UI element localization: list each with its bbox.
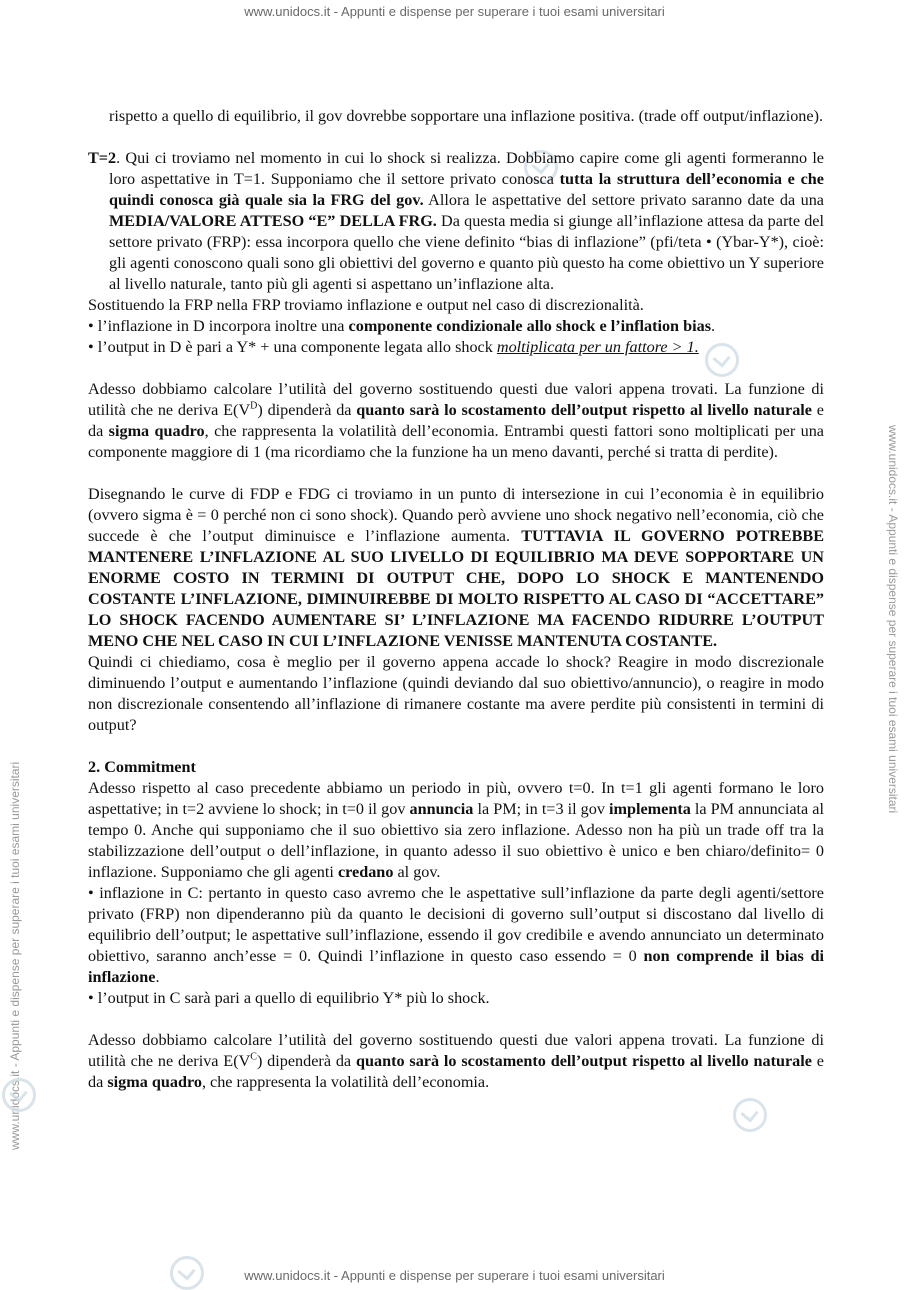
paragraph-question: Quindi ci chiediamo, cosa è meglio per il governo appena accade lo shock? Reagire in modo discrezionale diminuendo l’output e aumentando l’inflazione (quindi deviando dal suo obiettivo/annuncio), o reagire in modo non discrezionale consentendo all’inflazione di rimanere costante ma avere perdite più consistenti in termini di output? — [88, 653, 824, 734]
paragraph-utility-d: Adesso dobbiamo calcolare l’utilità del governo sostituendo questi due valori appena trovati. La funzione di utilità che ne deriva $E(V^D)$ dipenderà da quanto sarà lo scostamento dell’output rispetto al livello naturale e da sigma quadro, che rappresenta la volatilità dell’economia. Entrambi questi fattori sono moltiplicati per una componente maggiore di 1 (ma ricordiamo che la funzione ha un meno davanti, perché si tratta di perdite). — [88, 380, 824, 461]
watermark-logo-icon — [170, 1256, 204, 1290]
watermark-logo-icon — [733, 1098, 767, 1132]
watermark-bottom: www.unidocs.it - Appunti e dispense per superare i tuoi esami universitari — [244, 1268, 665, 1283]
paragraph-t2: T=2. Qui ci troviamo nel momento in cui lo shock si realizza. Dobbiamo capire come gli agenti formeranno le loro aspettative in T=1. Supponiamo che il settore privato conosca tutta la struttura dell’economia e che quindi conosca già quale sia la FRG del gov. Allora le aspettative del settore privato saranno date da una MEDIA/VALORE ATTESO “E” DELLA FRG. Da questa media si giunge all’inflazione attesa da parte del settore privato (FRP): essa incorpora quello che viene definito “bias di inflazione” (pfi/teta • (Ybar-Y*), cioè: gli agenti conoscono quali sono gli obiettivi del governo e quanto più questo ha come obiettivo un Y superiore al livello naturale, tanto più gli agenti si aspettano un’inflazione alta. — [88, 149, 824, 293]
paragraph-trade-off: rispetto a quello di equilibrio, il gov dovrebbe sopportare una inflazione positiva. (trade off output/inflazione). — [109, 107, 824, 125]
watermark-logo-icon — [2, 1078, 36, 1112]
paragraph-curves: Disegnando le curve di FDP e FDG ci troviamo in un punto di intersezione in cui l’economia è in equilibrio (ovvero sigma è = 0 perché non ci sono shock). Quando però avviene uno shock negativo nell’economia, ciò che succede è che l’output diminuisce e l’inflazione aumenta. TUTTAVIA IL GOVERNO POTREBBE MANTENERE L’INFLAZIONE AL SUO LIVELLO DI EQUILIBRIO MA DEVE SOPPORTARE UN ENORME COSTO IN TERMINI DI OUTPUT CHE, DOPO LO SHOCK E MANTENENDO COSTANTE L’INFLAZIONE, DIMINUIREBBE DI MOLTO RISPETTO AL CASO DI “ACCETTARE” LO SHOCK FACENDO AUMENTARE SI’ L’INFLAZIONE MA FACENDO RIDURRE L’OUTPUT MENO CHE NEL CASO IN CUI L’INFLAZIONE VENISSE MANTENUTA COSTANTE. — [88, 485, 824, 650]
paragraph-utility-c: Adesso dobbiamo calcolare l’utilità del governo sostituendo questi due valori appena trovati. La funzione di utilità che ne deriva $E(V^C)$ dipenderà da quanto sarà lo scostamento dell’output rispetto al livello naturale e da sigma quadro, che rappresenta la volatilità dell’economia. — [88, 1031, 824, 1091]
bullet-output-d: • l’output in D è pari a Y* + una componente legata allo shock moltiplicata per un fattore > 1. — [88, 338, 699, 356]
bullet-inflation-c: • inflazione in C: pertanto in questo caso avremo che le aspettative sull’inflazione da parte degli agenti/settore privato (FRP) non dipenderanno più da quanto le decisioni di governo sull’output si discostano dal livello di equilibrio dell’output; le aspettative sull’inflazione, essendo il gov credibile e avendo annunciato un determinato obiettivo, saranno anch’esse = 0. Quindi l’inflazione in questo caso essendo = 0 non comprende il bias di inflazione. — [88, 884, 824, 986]
paragraph-commitment: Adesso rispetto al caso precedente abbiamo un periodo in più, ovvero t=0. In t=1 gli agenti formano le loro aspettative; in t=2 avviene lo shock; in t=0 il gov annuncia la PM; in t=3 il gov implementa la PM annunciata al tempo 0. Anche qui supponiamo che il suo obiettivo sia zero inflazione. Adesso non ha più un trade off tra la stabilizzazione dell’output o dell’inflazione, in quanto adesso il suo obiettivo è unico e ben chiaro/definito= 0 inflazione. Supponiamo che gli agenti credano al gov. — [88, 779, 824, 881]
watermark-top: www.unidocs.it - Appunti e dispense per superare i tuoi esami universitari — [244, 4, 665, 19]
document-body — [88, 106, 824, 1093]
section-heading-commitment: 2. Commitment — [88, 758, 196, 776]
bullet-inflation-d: • l’inflazione in D incorpora inoltre una componente condizionale allo shock e l’inflation bias. — [88, 317, 716, 335]
watermark-right: www.unidocs.it - Appunti e dispense per superare i tuoi esami universitari — [886, 425, 900, 814]
paragraph-substitution: Sostituendo la FRP nella FRP troviamo inflazione e output nel caso di discrezionalità. — [88, 296, 644, 314]
watermark-left: www.unidocs.it - Appunti e dispense per superare i tuoi esami universitari — [8, 761, 22, 1150]
bullet-output-c: • l’output in C sarà pari a quello di equilibrio Y* più lo shock. — [88, 989, 490, 1007]
